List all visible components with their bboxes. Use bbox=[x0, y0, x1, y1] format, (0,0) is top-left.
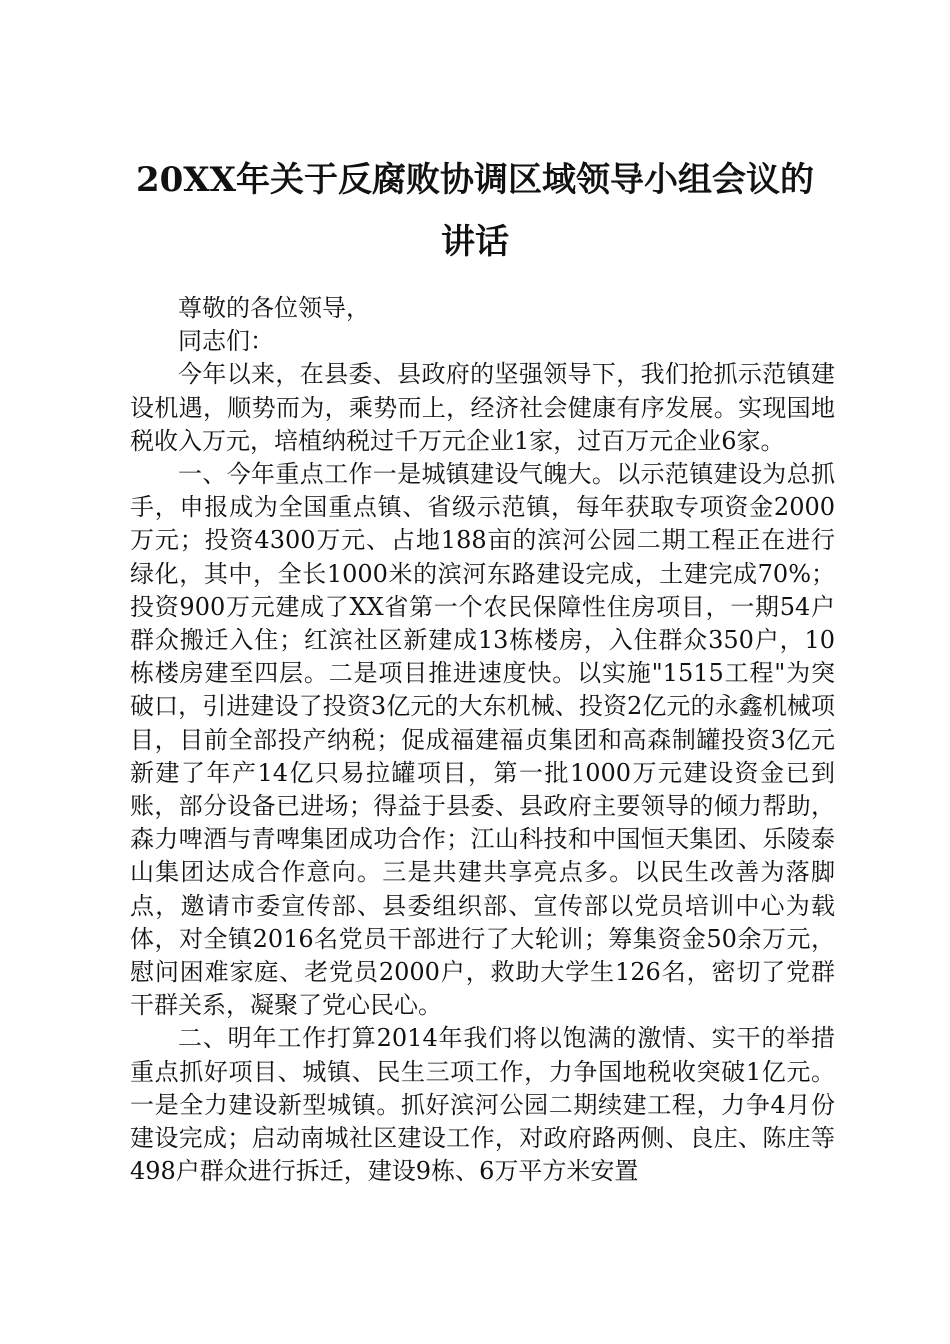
document-title-line1: 20XX年关于反腐败协调区域领导小组会议的 bbox=[135, 160, 815, 200]
paragraph-next-year-plan: 二、明年工作打算2014年我们将以饱满的激情、实干的举措重点抓好项目、城镇、民生三项工作，力争国地税收突破1亿元。一是全力建设新型城镇。抓好滨河公园二期续建工程，力争4月份建设完成；启动南城社区建设工作，对政府路两侧、良庄、陈庄等498户群众进行拆迁，建设9栋、6万平方米安置 bbox=[130, 1024, 835, 1186]
paragraph-key-work: 一、今年重点工作一是城镇建设气魄大。以示范镇建设为总抓手，申报成为全国重点镇、省级示范镇，每年获取专项资金2000万元；投资4300万元、占地188亩的滨河公园二期工程正在进行绿化，其中，全长1000米的滨河东路建设完成，土建完成70%；投资900万元建成了XX省第一个农民保障性住房项目，一期54户群众搬迁入住；红滨社区新建成13栋楼房，入住群众350户，10栋楼房建至四层。二是项目推进速度快。以实施"1515工程"为突破口，引进建设了投资3亿元的大东机械、投资2亿元的永鑫机械项目，目前全部投产纳税；促成福建福贞集团和高森制罐投资3亿元新建了年产14亿只易拉罐项目，第一批1000万元建设资金已到账，部分设备已进场；得益于县委、县政府主要领导的倾力帮助，森力啤酒与青啤集团成功合作；江山科技和中国恒天集团、乐陵泰山集团达成合作意向。三是共建共享亮点多。以民生改善为落脚点，邀请市委宣传部、县委组织部、宣传部以党员培训中心为载体，对全镇2016名党员干部进行了大轮训；筹集资金50余万元，慰问困难家庭、老党员2000户，救助大学生126名，密切了党群干群关系，凝聚了党心民心。 bbox=[130, 460, 835, 1020]
paragraph-intro: 今年以来，在县委、县政府的坚强领导下，我们抢抓示范镇建设机遇，顺势而为，乘势而上，经济社会健康有序发展。实现国地税收入万元，培植纳税过千万元企业1家，过百万元企业6家。 bbox=[130, 360, 835, 455]
document-title-line2: 讲话 bbox=[441, 222, 509, 262]
salutation-comrades: 同志们： bbox=[178, 327, 274, 356]
document-body bbox=[130, 292, 835, 1188]
salutation: 尊敬的各位领导， bbox=[178, 294, 370, 322]
